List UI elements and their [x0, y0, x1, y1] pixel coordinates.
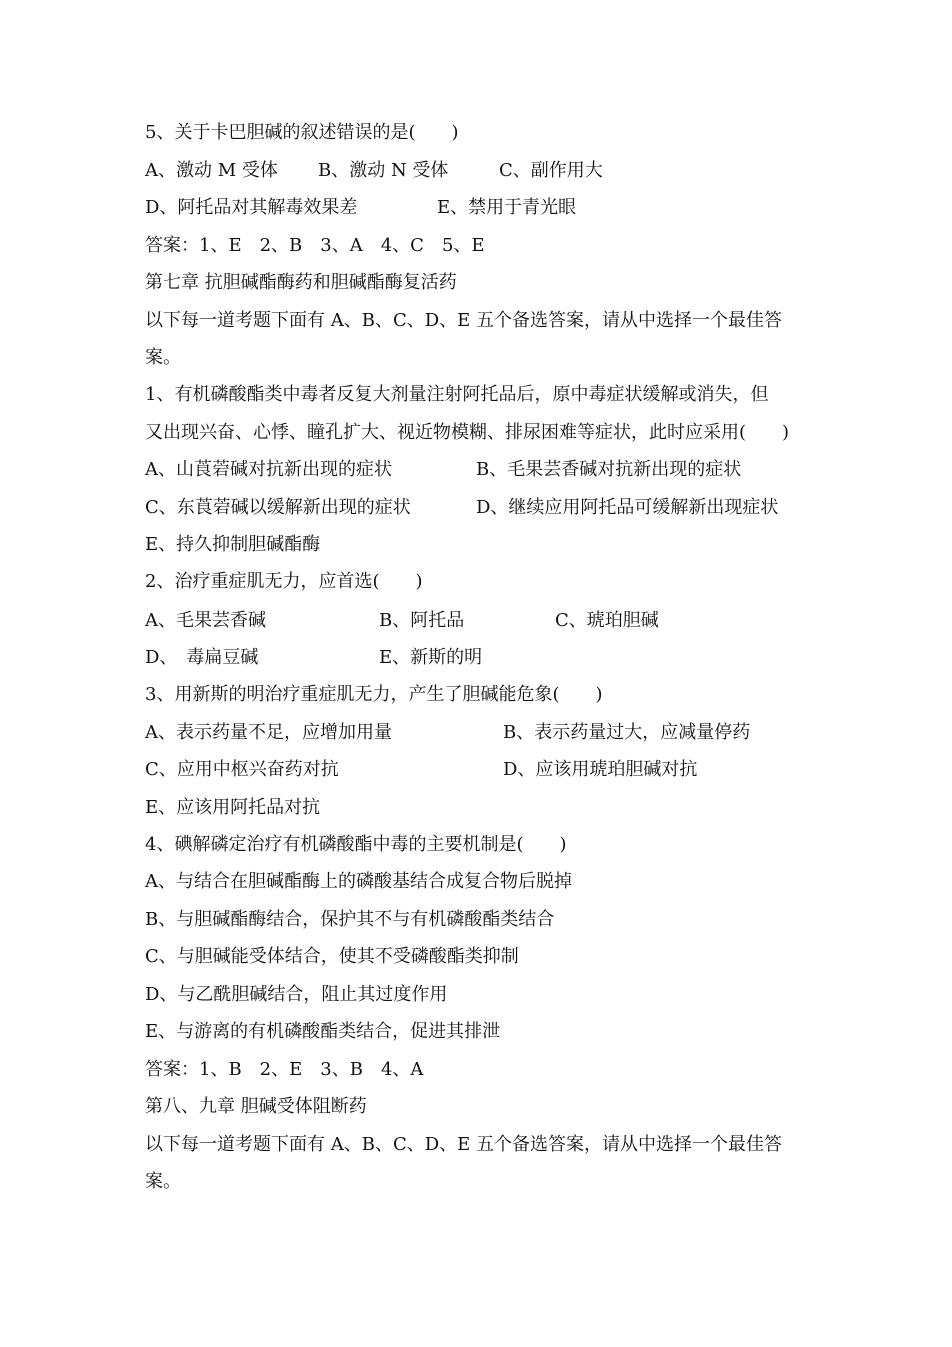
option-a: A、激动 M 受体 — [145, 160, 278, 181]
question-1-option-e: E、持久抑制胆碱酯酶 — [145, 534, 321, 555]
option-c: C、琥珀胆碱 — [555, 610, 659, 631]
option-e: E、禁用于青光眼 — [437, 197, 577, 218]
question-4-option-d: D、与乙酰胆碱结合，阻止其过度作用 — [145, 984, 448, 1005]
chapter-7-instruction: 以下每一道考题下面有 A、B、C、D、E 五个备选答案，请从中选择一个最佳答 — [145, 310, 783, 331]
chapter-8-9-title: 第八、九章 胆碱受体阻断药 — [145, 1096, 367, 1117]
chapter-8-9-instruction-cont: 案。 — [145, 1171, 181, 1192]
option-c: C、东莨菪碱以缓解新出现的症状 — [145, 497, 411, 518]
question-3: 3、用新斯的明治疗重症肌无力，产生了胆碱能危象( ) — [145, 684, 603, 705]
option-b: B、激动 N 受体 — [318, 160, 449, 181]
option-d: D、阿托品对其解毒效果差 — [145, 197, 358, 218]
option-a: A、山莨菪碱对抗新出现的症状 — [145, 459, 392, 480]
option-a: A、毛果芸香碱 — [145, 610, 266, 631]
option-a: A、表示药量不足，应增加用量 — [145, 722, 392, 743]
question-1: 1、有机磷酸酯类中毒者反复大剂量注射阿托品后，原中毒症状缓解或消失，但 — [145, 384, 769, 405]
question-5-prev: 5、关于卡巴胆碱的叙述错误的是( ) — [145, 122, 459, 143]
option-b: B、表示药量过大，应减量停药 — [503, 722, 751, 743]
question-1-cont: 又出现兴奋、心悸、瞳孔扩大、视近物模糊、排尿困难等症状，此时应采用( ) — [145, 422, 790, 443]
question-3-option-e: E、应该用阿托品对抗 — [145, 797, 321, 818]
question-4-option-b: B、与胆碱酯酶结合，保护其不与有机磷酸酯类结合 — [145, 909, 555, 930]
option-e: E、新斯的明 — [379, 647, 483, 668]
chapter-8-9-instruction: 以下每一道考题下面有 A、B、C、D、E 五个备选答案，请从中选择一个最佳答 — [145, 1134, 783, 1155]
chapter-7-instruction-cont: 案。 — [145, 347, 181, 368]
question-2: 2、治疗重症肌无力，应首选( ) — [145, 571, 423, 592]
option-d: D、 毒扁豆碱 — [145, 647, 259, 668]
chapter-7-title: 第七章 抗胆碱酯酶药和胆碱酯酶复活药 — [145, 272, 457, 293]
option-d: D、应该用琥珀胆碱对抗 — [503, 759, 698, 780]
option-b: B、毛果芸香碱对抗新出现的症状 — [476, 459, 742, 480]
question-4-option-a: A、与结合在胆碱酯酶上的磷酸基结合成复合物后脱掉 — [145, 871, 572, 892]
option-c: C、应用中枢兴奋药对抗 — [145, 759, 339, 780]
question-4-option-e: E、与游离的有机磷酸酯类结合，促进其排泄 — [145, 1021, 501, 1042]
option-d: D、继续应用阿托品可缓解新出现症状 — [476, 497, 779, 518]
question-4-option-c: C、与胆碱能受体结合，使其不受磷酸酯类抑制 — [145, 946, 519, 967]
answers-chapter-7: 答案：1、B 2、E 3、B 4、A — [145, 1059, 424, 1080]
option-c: C、副作用大 — [499, 160, 603, 181]
option-b: B、阿托品 — [379, 610, 465, 631]
question-4: 4、碘解磷定治疗有机磷酸酯中毒的主要机制是( ) — [145, 834, 567, 855]
answers-chapter-6: 答案：1、E 2、B 3、A 4、C 5、E — [145, 235, 485, 256]
